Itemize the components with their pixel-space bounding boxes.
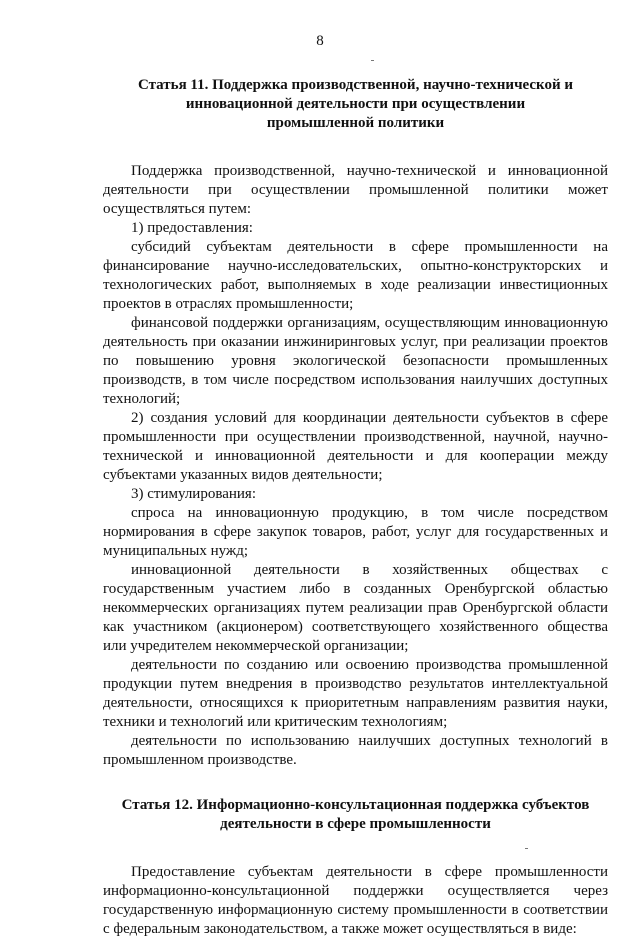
page-number: 8 <box>316 33 324 49</box>
document-body <box>103 76 608 939</box>
article-11-paragraph: спроса на инновационную продукцию, в том числе посредством нормирования в сфере закупок товаров, работ, услуг для государственных и муниципальных нужд; <box>103 505 608 559</box>
scan-speck <box>371 60 374 61</box>
article-11-paragraph: 2) создания условий для координации деятельности субъектов в сфере промышленности при осуществлении производственной, научной, научно-технической и инновационной деятельности и для кооперации между субъектами указанных видов деятельности; <box>103 410 608 483</box>
article-12-heading-line: деятельности в сфере промышленности <box>220 816 491 832</box>
article-12-heading-line: Статья 12. Информационно-консультационная поддержка субъектов <box>121 797 590 813</box>
article-11-paragraph: финансовой поддержки организациям, осуществляющим инновационную деятельность при оказании инжиниринговых услуг, при реализации проектов по повышению уровня экологической безопасности промышленных производств, в том числе посредством использования наилучших доступных технологий; <box>103 315 608 407</box>
article-11-heading-line: промышленной политики <box>266 115 445 131</box>
article-11-paragraph: деятельности по использованию наилучших доступных технологий в промышленном производстве. <box>103 733 608 768</box>
article-11-paragraph: 1) предоставления: <box>131 220 253 236</box>
article-12-paragraph: Предоставление субъектам деятельности в сфере промышленности информационно-консультационной поддержки осуществляется через государственную информационную систему промышленности в соответствии с федеральным законодательством, а также может осуществляться в виде: <box>103 864 608 937</box>
article-11-paragraph: Поддержка производственной, научно-технической и инновационной деятельности при осуществлении промышленной политики может осуществляться путем: <box>103 163 608 217</box>
article-11-paragraph: 3) стимулирования: <box>131 486 256 502</box>
article-11-heading <box>103 76 608 133</box>
article-11-paragraph: субсидий субъектам деятельности в сфере промышленности на финансирование научно-исследовательских, опытно-конструкторских и технологических работ, выполняемых в ходе реализации инвестиционных проектов в отраслях промышленности; <box>103 239 608 312</box>
article-11-paragraph: деятельности по созданию или освоению производства промышленной продукции путем внедрения в производство результатов интеллектуальной деятельности, относящихся к приоритетным направлениям развития науки, техники и технологий или критическим технологиям; <box>103 657 608 730</box>
article-11-heading-line: Статья 11. Поддержка производственной, научно-технической и <box>137 77 574 93</box>
article-11-heading-line: инновационной деятельности при осуществлении <box>185 96 526 112</box>
article-11-paragraph: инновационной деятельности в хозяйственных обществах с государственным участием либо в созданных Оренбургской областью некоммерческих организациях путем реализации прав Оренбургской области как участником (акционером) соответствующего хозяйственного общества или учредителем некоммерческой организации; <box>103 562 608 654</box>
scan-speck <box>525 848 528 849</box>
article-12-heading <box>103 796 608 834</box>
